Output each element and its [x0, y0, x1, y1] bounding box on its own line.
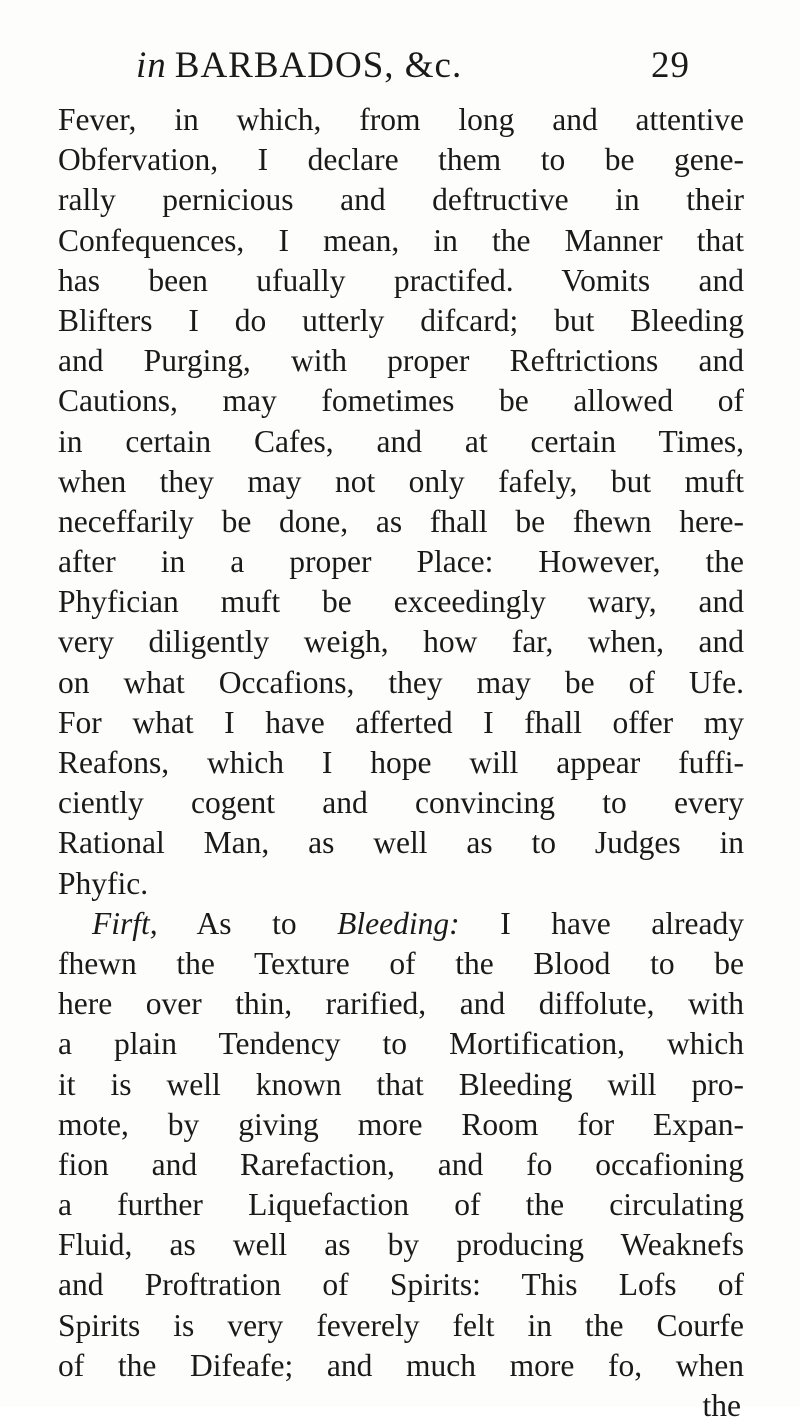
first-word: Firft, — [92, 905, 158, 941]
running-head-prefix: in — [136, 45, 167, 86]
text-line: fhewn the Texture of the Blood to be — [58, 945, 744, 981]
text-line: Spirits is very feverely felt in the Courfe — [58, 1307, 744, 1343]
paragraph-opening-line — [58, 904, 744, 944]
text-line: Fluid, as well as by producing Weaknefs — [58, 1227, 744, 1263]
text-line: Fever, in which, from long and attentive — [58, 102, 744, 137]
topic-word: Bleeding: — [337, 905, 460, 941]
running-head — [136, 44, 690, 94]
text-line: fion and Rarefaction, and fo occafioning — [58, 1146, 744, 1182]
text-line: Rational Man, as well as to Judges in — [58, 825, 744, 861]
text-line: mote, by giving more Room for Expan- — [58, 1106, 744, 1142]
text-line: ciently cogent and convincing to every — [58, 785, 744, 821]
text-line: Confequences, I mean, in the Manner that — [58, 222, 744, 258]
running-head-title: BARBADOS, &c. — [174, 45, 463, 86]
text-line: when they may not only fafely, but muft — [58, 463, 744, 499]
text-line: and Proftration of Spirits: This Lofs of — [58, 1267, 744, 1303]
catchword: the — [702, 1388, 741, 1423]
text-line: Phyfic. — [58, 865, 149, 901]
text-line: in certain Cafes, and at certain Times, — [58, 423, 744, 459]
text-line: it is well known that Bleeding will pro- — [58, 1066, 744, 1102]
text-line: a plain Tendency to Mortification, which — [58, 1026, 744, 1062]
text-line: Reafons, which I hope will appear fuffi- — [58, 745, 744, 780]
text-line: Phyfician muft be exceedingly wary, and — [58, 584, 744, 620]
page-number: 29 — [651, 45, 690, 86]
text-line: Cautions, may fometimes be allowed of — [58, 383, 744, 419]
text-line: after in a proper Place: However, the — [58, 544, 744, 580]
text-line: very diligently weigh, how far, when, and — [58, 624, 744, 660]
lead-rest: I have already — [459, 905, 744, 941]
text-line: rally pernicious and deftructive in their — [58, 182, 744, 218]
body-text — [58, 100, 744, 1426]
text-line: of the Difeafe; and much more fo, when — [58, 1347, 744, 1383]
text-line: For what I have afferted I fhall offer my — [58, 704, 744, 740]
text-line: Obfervation, I declare them to be gene- — [58, 142, 744, 178]
text-line: on what Occafions, they may be of Ufe. — [58, 664, 744, 700]
text-line: Blifters I do utterly difcard; but Bleeding — [58, 302, 744, 338]
text-line: here over thin, rarified, and diffolute, with — [58, 986, 744, 1022]
lead-text: As to — [157, 905, 338, 941]
text-line: has been ufually practifed. Vomits and — [58, 262, 744, 298]
text-line: a further Liquefaction of the circulating — [58, 1187, 744, 1223]
text-line: neceffarily be done, as fhall be fhewn here- — [58, 503, 744, 539]
text-line: and Purging, with proper Reftrictions and — [58, 343, 744, 379]
